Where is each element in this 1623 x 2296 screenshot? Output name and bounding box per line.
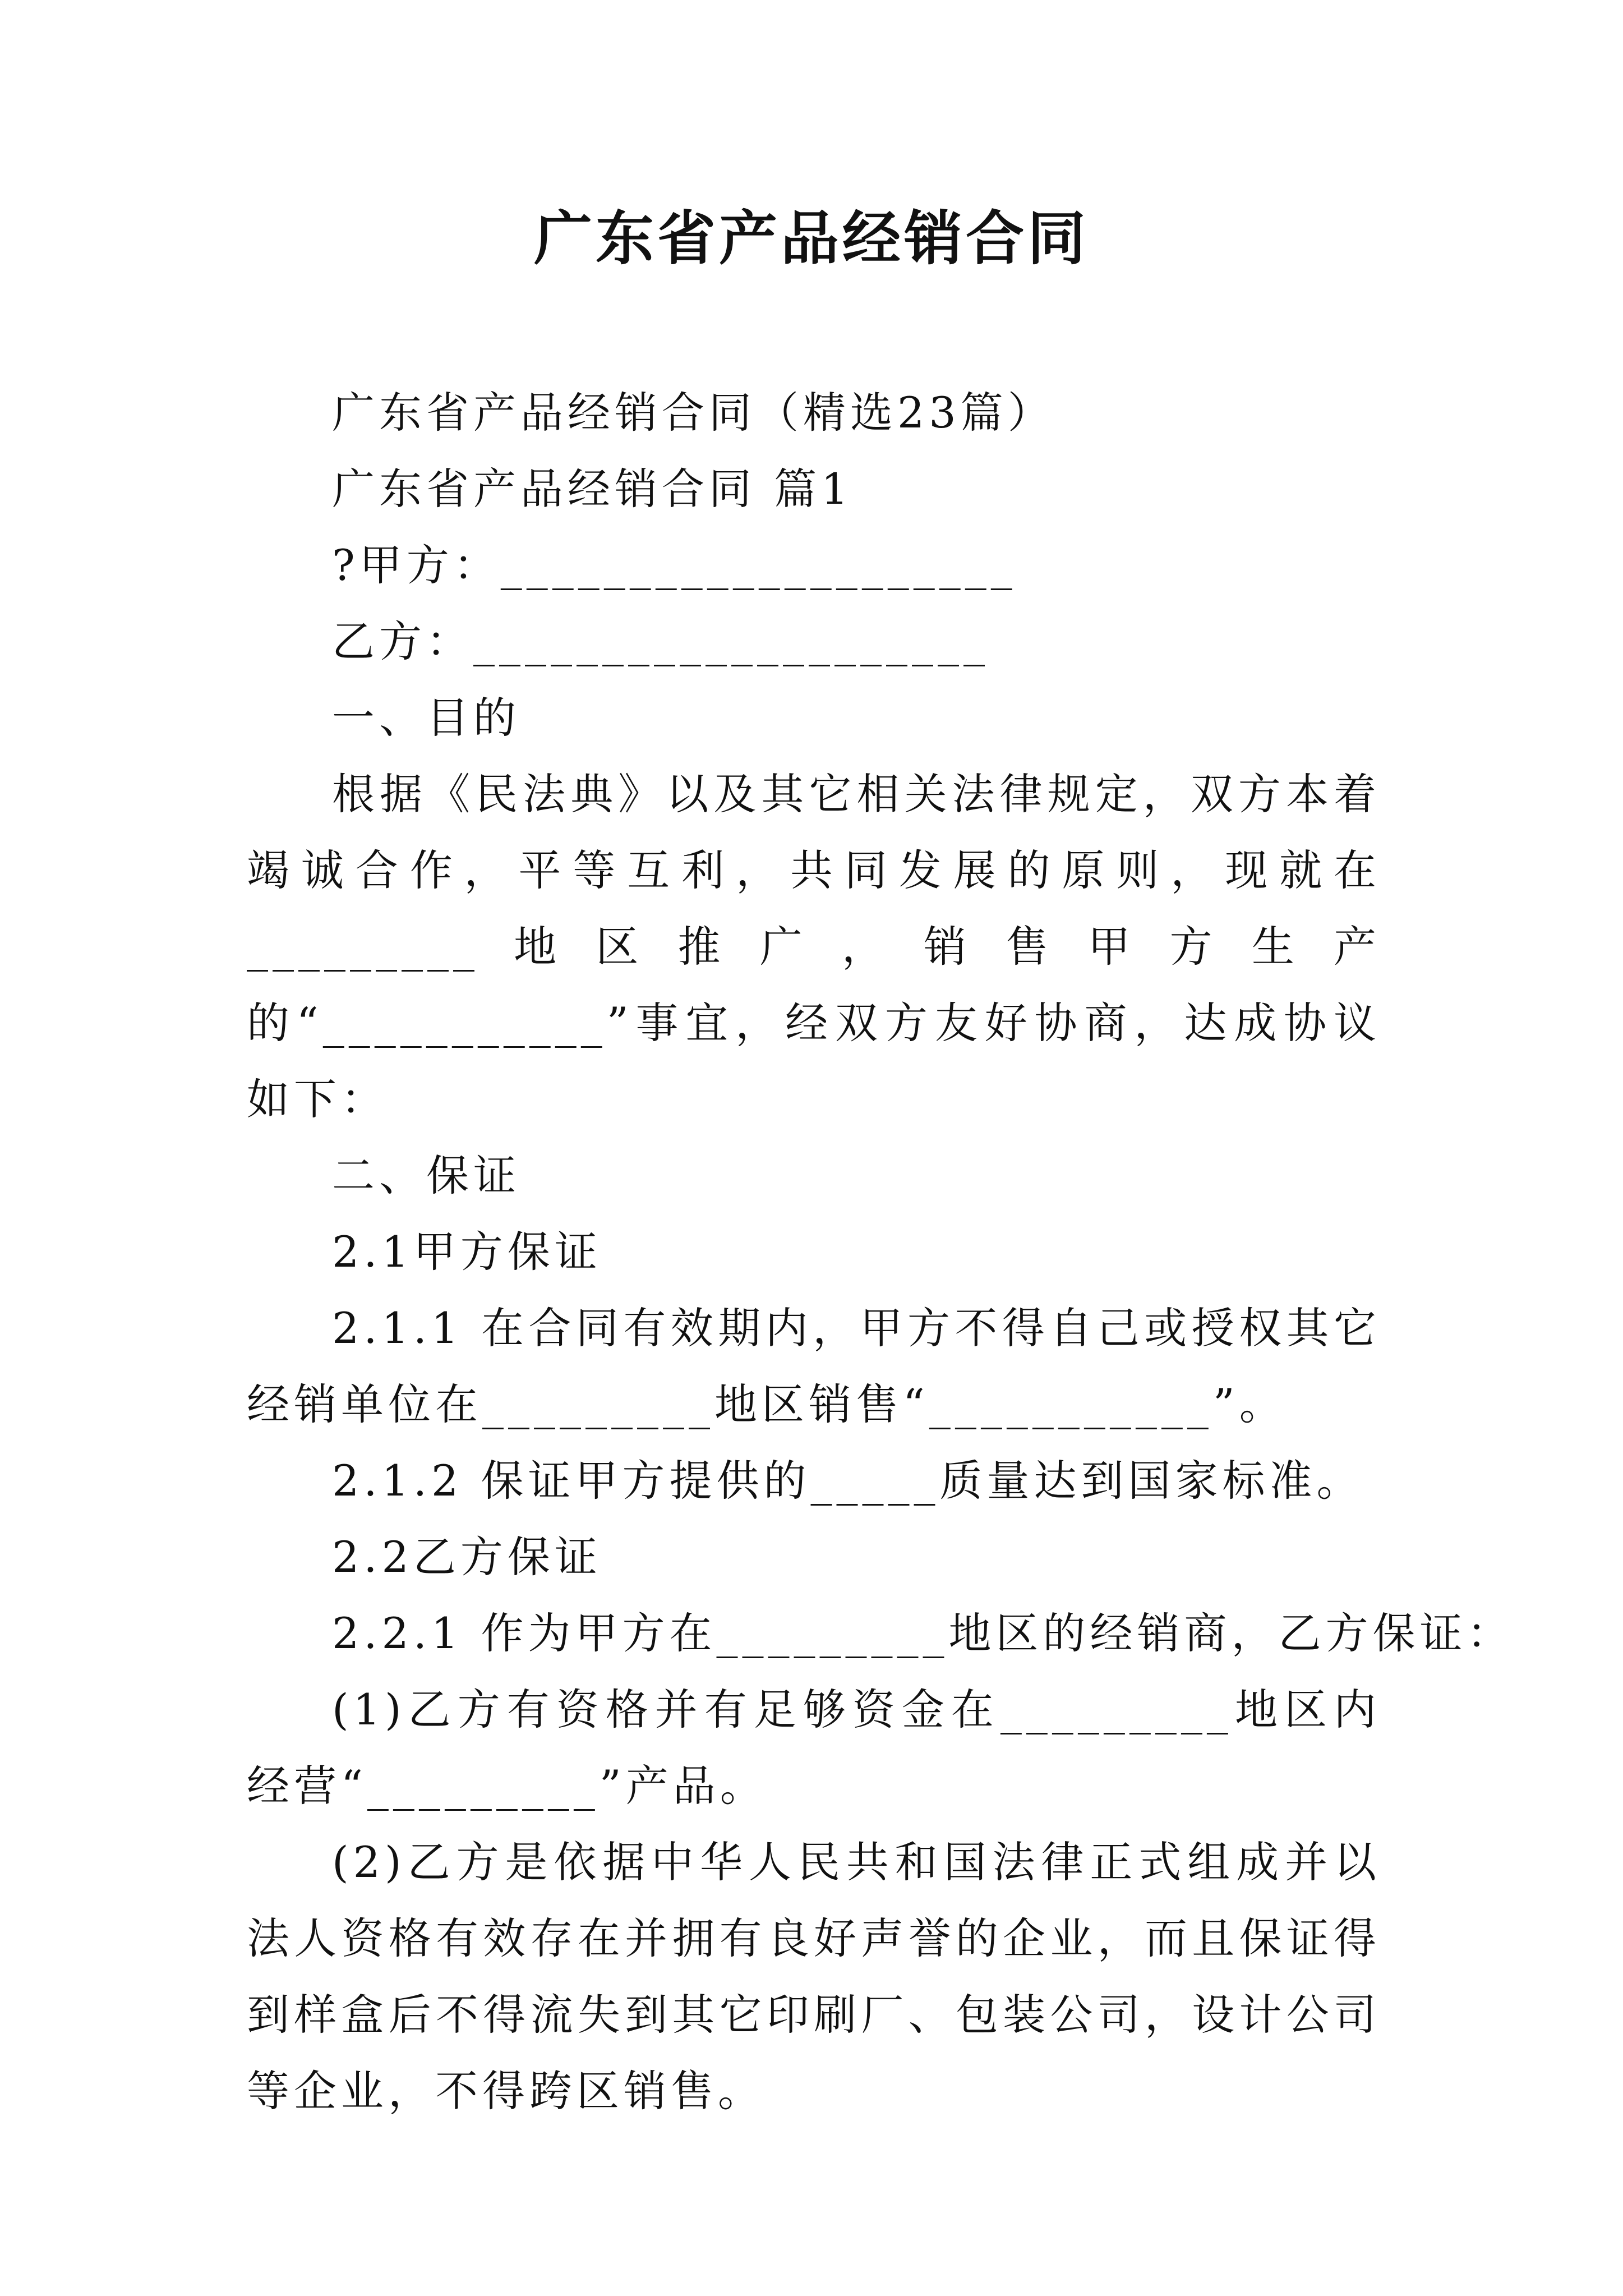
paragraph-section-heading: 广东省产品经销合同 篇1 [332,464,853,514]
document-body [247,375,1514,2129]
paragraph-item-2: (2)乙方是依据中华人民共和国法律正式组成并以法人资格有效存在并拥有良好声誉的企业，而且保证得到样盒后不得流失到其它印刷厂、包装公司，设计公司等企业，不得跨区销售。 [247,1837,1381,2116]
paragraph-clause-2-1-1: 2.1.1 在合同有效期内，甲方不得自己或授权其它经销单位在_________地区销售“___________”。 [247,1303,1381,1429]
paragraph-heading-purpose: 一、目的 [332,693,520,743]
paragraph-subtitle: 广东省产品经销合同（精选23篇） [332,388,1055,438]
paragraph-item-1: (1)乙方有资格并有足够资金在_________地区内经营“_________”产品。 [247,1685,1381,1811]
paragraph-heading-party-a-guarantee: 2.1甲方保证 [332,1227,602,1277]
paragraph-clause-2-2-1: 2.2.1 作为甲方在_________地区的经销商，乙方保证： [332,1608,1514,1658]
paragraph-heading-party-b-guarantee: 2.2乙方保证 [332,1532,602,1582]
paragraph-party-b: 乙方：____________________ [332,616,989,666]
paragraph-party-a: ?甲方：____________________ [332,540,1017,590]
paragraph-heading-guarantee: 二、保证 [332,1151,520,1200]
document-title: 广东省产品经销合同 [533,204,1089,273]
paragraph-purpose-text: 根据《民法典》以及其它相关法律规定，双方本着竭诚合作，平等互利，共同发展的原则，现就在_________地区推广，销售甲方生产的“___________”事宜，经双方友好协商，达成协议如下： [247,769,1381,1124]
paragraph-clause-2-1-2: 2.1.2 保证甲方提供的_____质量达到国家标准。 [332,1456,1364,1506]
